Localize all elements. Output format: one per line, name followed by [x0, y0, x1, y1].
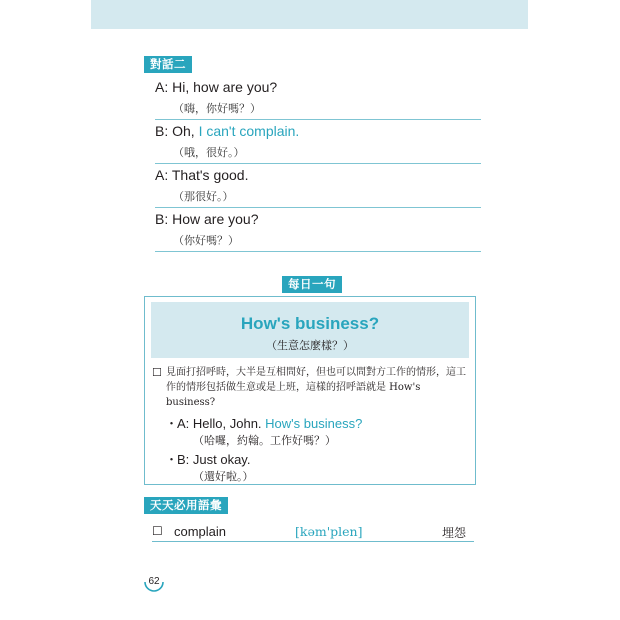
dialog-line-zh: （你好嗎？） — [173, 234, 239, 247]
dialog-line-text: B: Oh, — [155, 123, 199, 139]
dialog-line-text: B: How are you? — [155, 211, 259, 227]
vocab-word: complain — [174, 524, 227, 539]
dialog-line-text: A: Hi, how are you? — [155, 79, 278, 95]
dialog-line-en — [155, 211, 481, 228]
dialog-line-highlight: I can't complain. — [198, 123, 300, 139]
example-zh: （還好啦。） — [193, 470, 254, 483]
page-number — [143, 573, 165, 595]
example-text: B: Just okay. — [177, 452, 251, 467]
daily-phrase-title: How's business? — [240, 314, 380, 333]
dialog-line — [155, 208, 481, 252]
dialog-line-text: A: That's good. — [155, 167, 249, 183]
vocab-row — [152, 522, 474, 542]
checkbox-icon: ☐ — [152, 366, 162, 379]
daily-note — [152, 365, 470, 410]
bullet-icon: ・ — [165, 452, 179, 467]
dialog-line — [155, 120, 481, 164]
example-highlight: How's business? — [265, 416, 363, 431]
dialog-line-zh: （那很好。） — [173, 190, 234, 203]
checkbox-icon: ☐ — [152, 524, 163, 538]
top-band — [91, 0, 528, 29]
vocab-tag: 天天必用語彙 — [144, 497, 228, 514]
dialog-line-en — [155, 167, 481, 184]
example-text: A: Hello, John. — [177, 416, 266, 431]
dialog-line-en — [155, 79, 481, 96]
example-zh: （哈囉，約翰。工作好嗎？） — [193, 434, 336, 447]
daily-phrase-subtitle: （生意怎麼樣？） — [266, 339, 354, 352]
daily-phrase-box — [144, 296, 476, 485]
vocab-ipa: [kəm'plen] — [295, 524, 363, 539]
example-line — [165, 416, 362, 432]
dialog-line — [155, 76, 481, 120]
daily-phrase-header — [151, 302, 469, 358]
dialog-line — [155, 164, 481, 208]
page-number-text: 62 — [148, 576, 160, 587]
vocab-meaning: 埋怨 — [441, 526, 466, 540]
daily-tag: 每日一句 — [282, 276, 342, 293]
dialog-section — [155, 76, 481, 252]
daily-note-text: 見面打招呼時，大半是互相問好，但也可以問對方工作的情形，這工作的情形包括做生意或是上班，這樣的招呼語就是 How's business? — [166, 367, 466, 408]
dialog-line-en — [155, 123, 481, 140]
dialog-line-zh: （嗨，你好嗎？） — [173, 102, 261, 115]
dialog-tag: 對話二 — [144, 56, 192, 73]
example-line — [165, 452, 250, 468]
bullet-icon: ・ — [165, 416, 179, 431]
dialog-line-zh: （哦，很好。） — [173, 146, 245, 159]
